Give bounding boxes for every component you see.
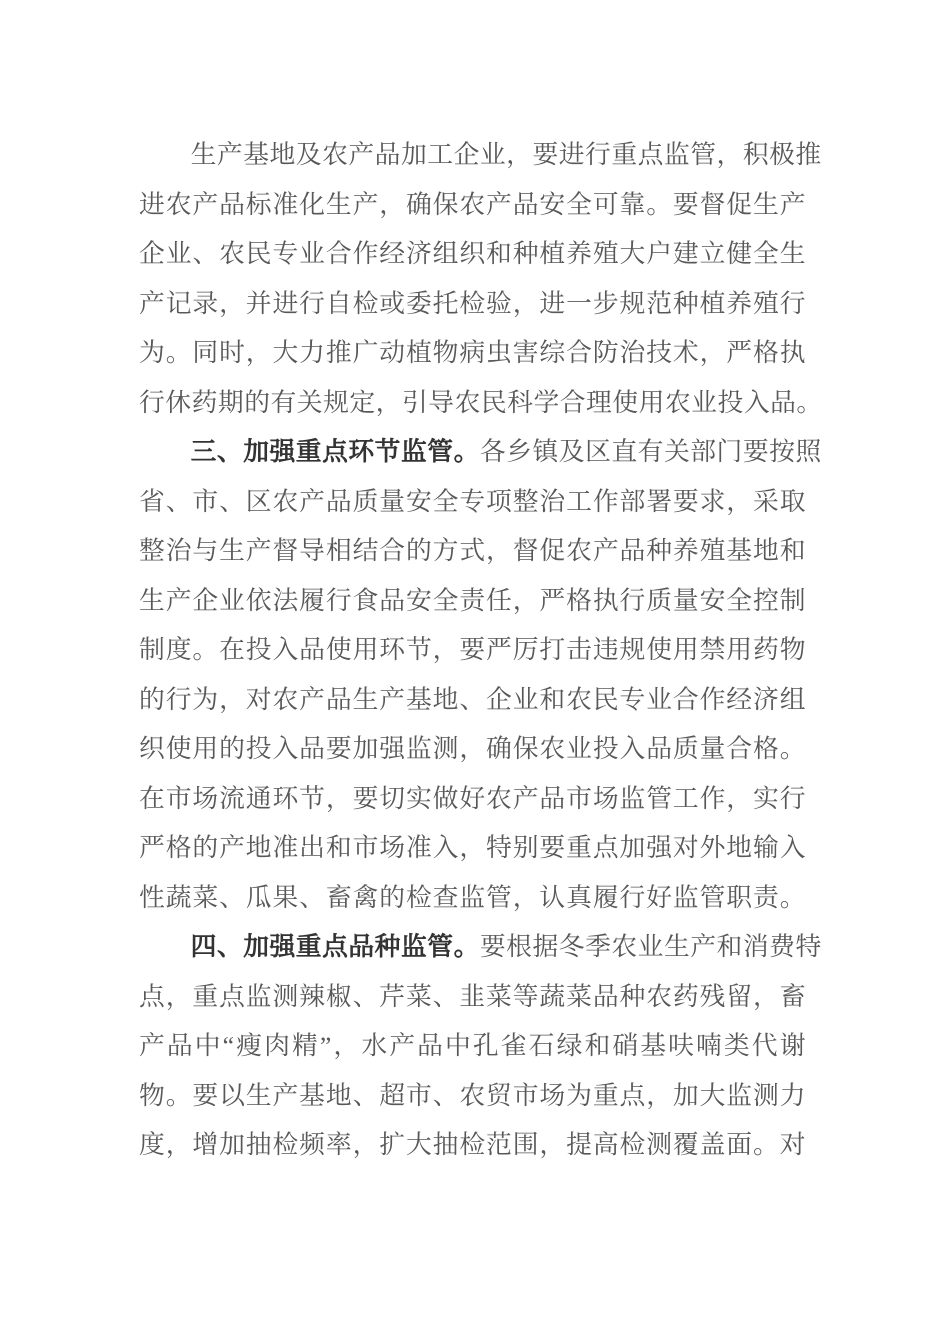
paragraph-text: 省、市、区农产品质量安全专项整治工作部署要求，采取 [139,486,806,516]
text-line-p3-l5 [139,1120,806,1170]
text-line-p2-l7 [139,724,806,774]
text-line-p1-l4 [139,279,806,329]
text-line-p2-l5 [139,625,806,675]
paragraph-text: 进农产品标准化生产，确保农产品安全可靠。要督促生产 [139,189,806,219]
text-line-p3-l4 [139,1071,806,1121]
paragraph-text: 制度。在投入品使用环节，要严厉打击违规使用禁用药物 [139,635,806,664]
paragraph-text: 物。要以生产基地、超市、农贸市场为重点，加大监测力 [139,1080,806,1110]
paragraph-text: 性蔬菜、瓜果、畜禽的检查监管，认真履行好监管职责。 [139,882,806,912]
paragraph-text: 严格的产地准出和市场准入，特别要重点加强对外地输入 [139,833,806,862]
text-line-p3-l3 [139,1021,806,1071]
paragraph-text: 织使用的投入品要加强监测，确保农业投入品质量合格。 [139,734,806,763]
paragraph-text: 为。同时，大力推广动植物病虫害综合防治技术，严格执 [139,338,806,367]
text-line-p2-l1 [139,427,822,477]
text-line-p2-l2 [139,477,806,527]
text-line-p2-l4 [139,576,806,626]
text-line-p2-l10 [139,873,806,923]
paragraph-text: 行休药期的有关规定，引导农民科学合理使用农业投入品。 [139,387,823,417]
paragraph-text: 生产企业依法履行食品安全责任，严格执行质量安全控制 [139,585,806,615]
paragraph-text: 整治与生产督导相结合的方式，督促农产品种养殖基地和 [139,536,806,565]
paragraph-text: 产记录，并进行自检或委托检验，进一步规范种植养殖行 [139,288,806,318]
paragraph-text: 的行为，对农产品生产基地、企业和农民专业合作经济组 [139,684,806,714]
paragraph-text: 产品中“瘦肉精”，水产品中孔雀石绿和硝基呋喃类代谢 [139,1031,806,1060]
text-line-p3-l1 [139,922,822,972]
text-line-p2-l6 [139,675,806,725]
paragraph-text: 生产基地及农产品加工企业，要进行重点监管，积极推 [190,140,822,169]
paragraph-text: 企业、农民专业合作经济组织和种植养殖大户建立健全生 [139,239,806,268]
paragraph-heading: 四、加强重点品种监管。 [190,932,480,961]
paragraph-text: 各乡镇及区直有关部门要按照 [479,437,822,466]
paragraph-text: 要根据冬季农业生产和消费特 [479,932,822,961]
text-line-p1-l3 [139,229,806,279]
paragraph-heading: 三、加强重点环节监管。 [190,437,480,466]
text-line-p3-l2 [139,972,806,1022]
text-line-p1-l5 [139,328,806,378]
paragraph-text: 在市场流通环节，要切实做好农产品市场监管工作，实行 [139,783,806,813]
paragraph-text: 度，增加抽检频率，扩大抽检范围，提高检测覆盖面。对 [139,1130,806,1159]
text-line-p1-l2 [139,180,806,230]
paragraph-text: 点，重点监测辣椒、芹菜、韭菜等蔬菜品种农药残留，畜 [139,981,806,1011]
text-line-p1-l1 [139,130,822,180]
text-line-p2-l8 [139,774,806,824]
text-line-p2-l9 [139,823,806,873]
text-line-p2-l3 [139,526,806,576]
text-line-p1-l6 [139,378,823,428]
